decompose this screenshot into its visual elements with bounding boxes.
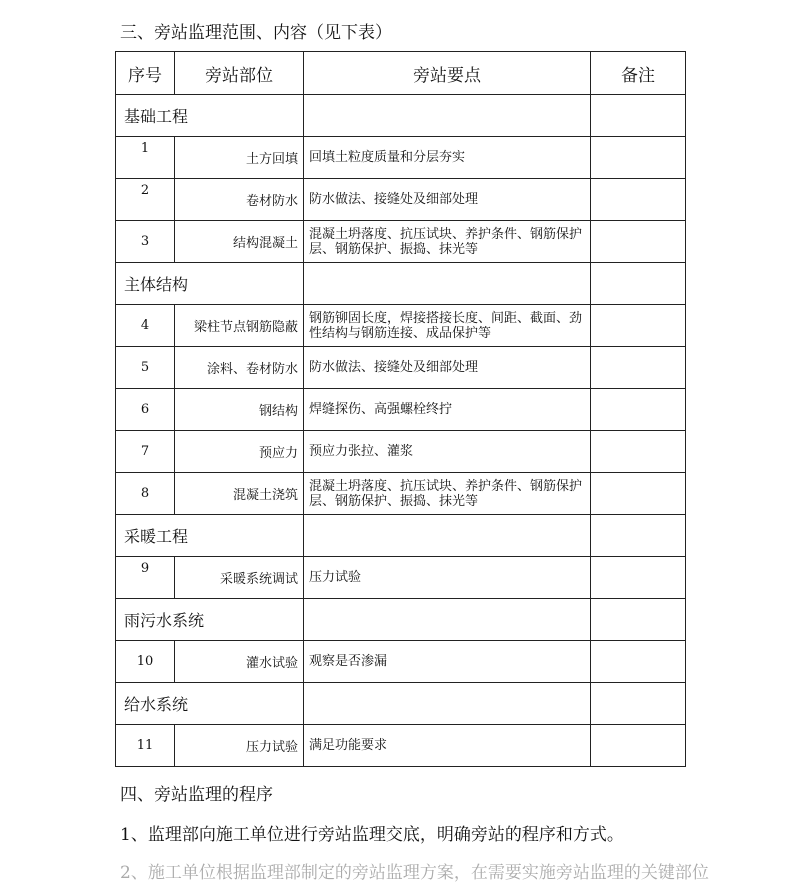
row-no: 8 [116,473,175,515]
section-heading-3: 三、旁站监理范围、内容（见下表） [120,23,392,43]
row-point: 满足功能要求 [304,725,591,767]
section-title: 雨污水系统 [116,599,304,641]
row-note [591,473,686,515]
row-point: 防水做法、接缝处及细部处理 [304,179,591,221]
row-part: 涂料、卷材防水 [175,347,304,389]
row-point: 混凝土坍落度、抗压试块、养护条件、钢筋保护层、钢筋保护、振捣、抹光等 [304,473,591,515]
row-point: 焊缝探伤、高强螺栓终拧 [304,389,591,431]
header-point: 旁站要点 [304,52,591,95]
table-row [116,179,686,221]
row-part: 土方回填 [175,137,304,179]
row-part: 钢结构 [175,389,304,431]
row-note [591,179,686,221]
row-note [591,431,686,473]
row-no: 7 [116,431,175,473]
table-row [116,431,686,473]
header-no: 序号 [116,52,175,95]
row-part: 混凝土浇筑 [175,473,304,515]
table-row [116,389,686,431]
table-row [116,221,686,263]
row-note [591,221,686,263]
row-note [591,347,686,389]
empty-cell [304,263,591,305]
empty-cell [591,515,686,557]
table-row [116,473,686,515]
empty-cell [591,263,686,305]
row-no: 3 [116,221,175,263]
row-no: 4 [116,305,175,347]
row-no: 2 [116,179,175,221]
row-point: 防水做法、接缝处及细部处理 [304,347,591,389]
row-note [591,305,686,347]
section-title: 基础工程 [116,95,304,137]
table-row [116,641,686,683]
empty-cell [304,95,591,137]
row-point: 钢筋铆固长度，焊接搭接长度、间距、截面、劲性结构与钢筋连接、成品保护等 [304,305,591,347]
row-point: 回填土粒度质量和分层夯实 [304,137,591,179]
row-note [591,641,686,683]
empty-cell [304,515,591,557]
empty-cell [304,599,591,641]
row-point: 观察是否渗漏 [304,641,591,683]
section-title: 采暖工程 [116,515,304,557]
row-part: 卷材防水 [175,179,304,221]
row-part: 预应力 [175,431,304,473]
row-note [591,137,686,179]
row-part: 采暖系统调试 [175,557,304,599]
row-part: 灌水试验 [175,641,304,683]
row-part: 压力试验 [175,725,304,767]
table-row [116,557,686,599]
empty-cell [304,683,591,725]
empty-cell [591,599,686,641]
table-row [116,305,686,347]
section-heading-4: 四、旁站监理的程序 [120,785,273,805]
row-no: 11 [116,725,175,767]
row-note [591,557,686,599]
table-row [116,137,686,179]
row-no: 10 [116,641,175,683]
row-part: 结构混凝土 [175,221,304,263]
row-no: 5 [116,347,175,389]
row-point: 预应力张拉、灌浆 [304,431,591,473]
row-part: 梁柱节点钢筋隐蔽 [175,305,304,347]
header-part: 旁站部位 [175,52,304,95]
table-header-row [116,52,686,95]
row-no: 6 [116,389,175,431]
row-no: 1 [116,137,175,179]
table-row [116,725,686,767]
empty-cell [591,683,686,725]
row-point: 混凝土坍落度、抗压试块、养护条件、钢筋保护层、钢筋保护、振捣、抹光等 [304,221,591,263]
header-note: 备注 [591,52,686,95]
paragraph-2: 2、施工单位根据监理部制定的旁站监理方案，在需要实施旁站监理的关键部位 [120,863,709,883]
section-row-main-structure [116,263,686,305]
row-note [591,389,686,431]
section-title: 给水系统 [116,683,304,725]
section-title: 主体结构 [116,263,304,305]
row-no: 9 [116,557,175,599]
section-row-water-supply [116,683,686,725]
table-row [116,347,686,389]
row-point: 压力试验 [304,557,591,599]
empty-cell [591,95,686,137]
section-row-heating [116,515,686,557]
section-row-drainage [116,599,686,641]
row-note [591,725,686,767]
paragraph-1: 1、监理部向施工单位进行旁站监理交底，明确旁站的程序和方式。 [120,825,624,845]
section-row-foundation [116,95,686,137]
supervision-table [115,51,686,767]
